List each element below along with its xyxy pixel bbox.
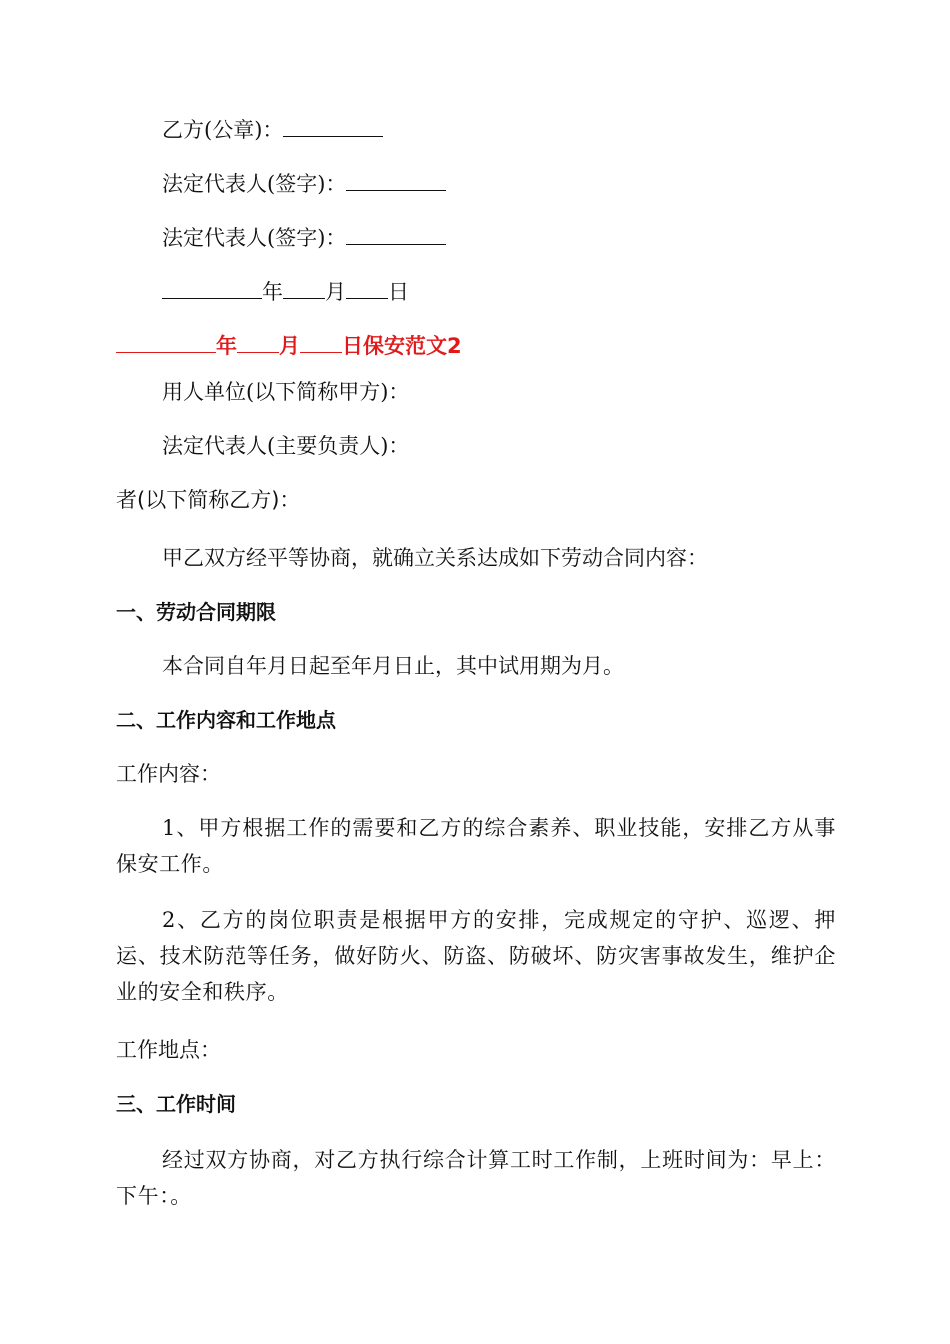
date-day-blank xyxy=(346,276,388,299)
legal-rep-sign-line-2 xyxy=(162,220,836,256)
party-b-seal-blank xyxy=(283,114,383,137)
term-heading: 一、劳动合同期限 xyxy=(116,600,276,624)
legal-rep-sign-blank-2 xyxy=(346,222,446,245)
title-year-blank xyxy=(116,330,216,353)
work-content-label: 工作内容： xyxy=(116,762,221,786)
legal-rep-sign-line-1 xyxy=(162,166,836,202)
party-b-seal-line xyxy=(162,112,836,148)
title-rest: 日保安范文2 xyxy=(342,334,462,358)
section-title xyxy=(116,328,836,364)
signature-date-line xyxy=(162,274,836,310)
work-place-label: 工作地点： xyxy=(116,1038,221,1062)
employer-line: 用人单位(以下简称甲方)： xyxy=(162,380,410,404)
legal-rep-sign-label-2: 法定代表人(签字)： xyxy=(162,226,347,250)
title-month: 月 xyxy=(279,334,300,358)
title-year: 年 xyxy=(216,334,237,358)
work-item-2: 2、乙方的岗位职责是根据甲方的安排，完成规定的守护、巡逻、押运、技术防范等任务，做好防火、防盗、防破坏、防灾害事故发生，维护企业的安全和秩序。 xyxy=(116,908,836,1004)
legal-rep-line: 法定代表人(主要负责人)： xyxy=(162,434,410,458)
date-month-blank xyxy=(283,276,325,299)
time-heading: 三、工作时间 xyxy=(116,1092,236,1116)
date-year-blank xyxy=(162,276,262,299)
party-b-seal-label: 乙方(公章)： xyxy=(162,118,284,142)
work-item-1: 1、甲方根据工作的需要和乙方的综合素养、职业技能，安排乙方从事保安工作。 xyxy=(116,816,836,876)
date-year-label: 年 xyxy=(262,280,283,304)
time-body: 经过双方协商，对乙方执行综合计算工时工作制，上班时间为：早上：下午：。 xyxy=(116,1148,836,1208)
date-month-label: 月 xyxy=(325,280,346,304)
agreement-line: 甲乙双方经平等协商，就确立关系达成如下劳动合同内容： xyxy=(162,546,708,570)
title-day-blank xyxy=(300,330,342,353)
date-day-label: 日 xyxy=(388,280,409,304)
work-heading: 二、工作内容和工作地点 xyxy=(116,708,336,732)
legal-rep-sign-label-1: 法定代表人(签字)： xyxy=(162,172,347,196)
title-month-blank xyxy=(237,330,279,353)
term-body: 本合同自年月日起至年月日止，其中试用期为月。 xyxy=(162,654,624,678)
legal-rep-sign-blank-1 xyxy=(346,168,446,191)
worker-line: 者(以下简称乙方)： xyxy=(116,488,301,512)
